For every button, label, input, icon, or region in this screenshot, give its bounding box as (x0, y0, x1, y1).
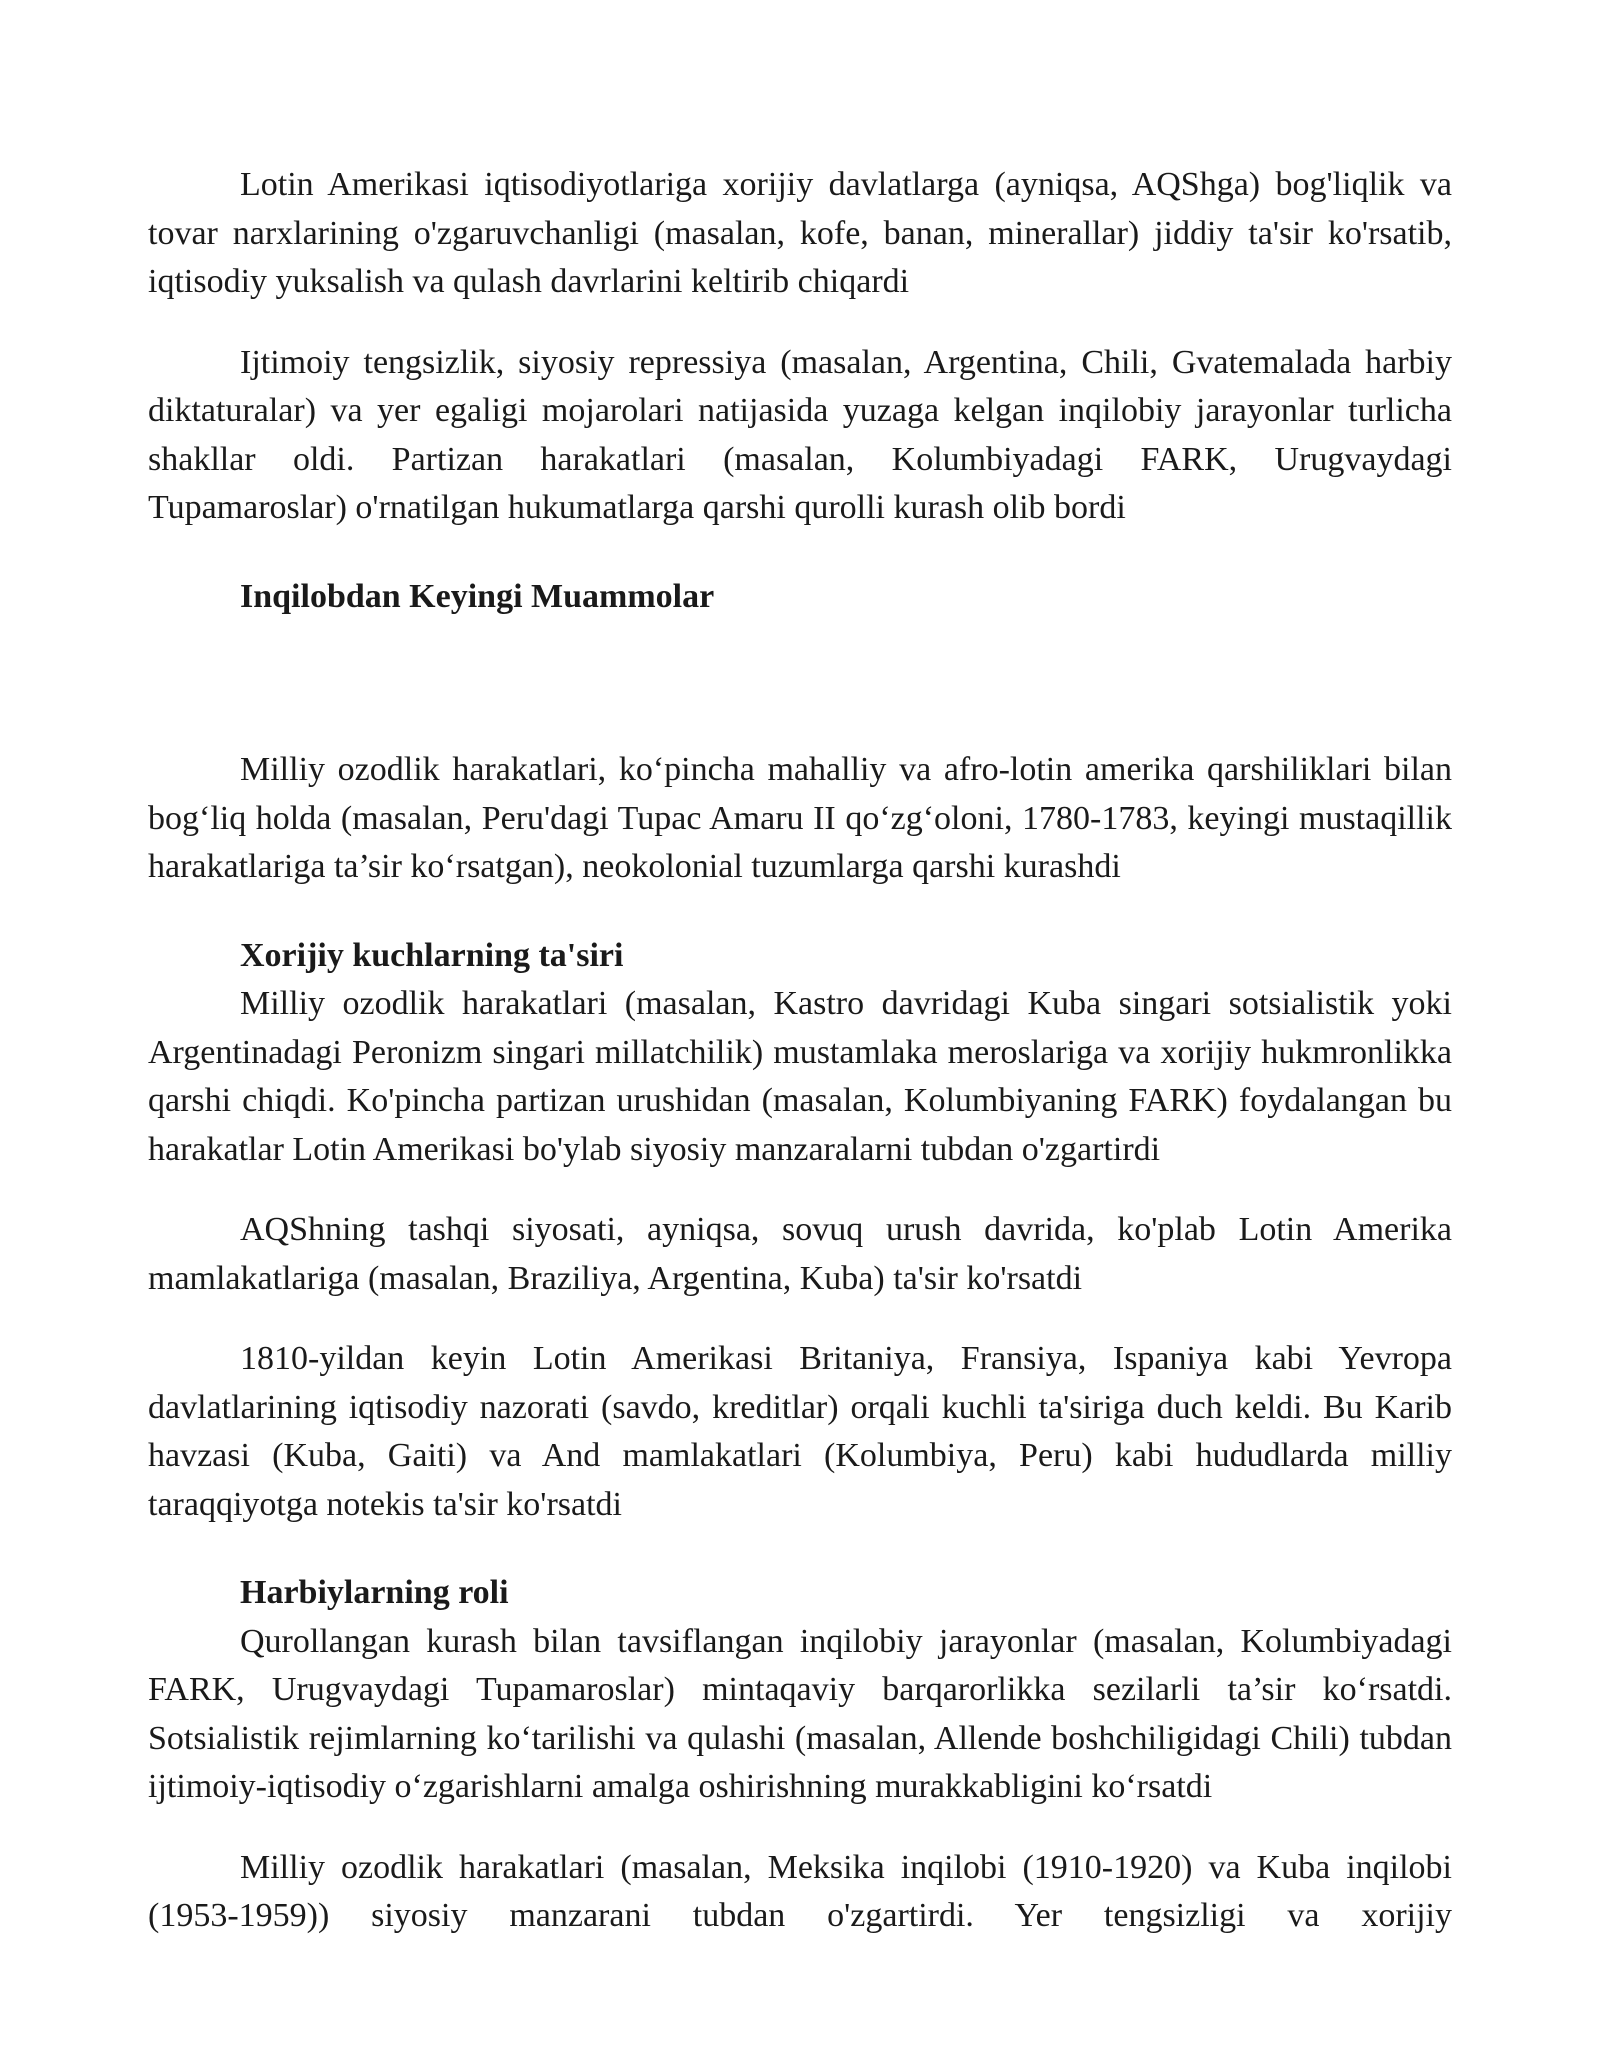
paragraph-us-foreign-policy: AQShning tashqi siyosati, ayniqsa, sovuq urush davrida, ko'plab Lotin Amerika mamlakatlariga (masalan, Braziliya, Argentina, Kuba) ta'sir ko'rsatdi (148, 1211, 1452, 1297)
paragraph-armed-struggle: Qurollangan kurash bilan tavsiflangan inqilobiy jarayonlar (masalan, Kolumbiyadagi FARK, Urugvaydagi Tupamaroslar) mintaqaviy barqarorlikka sezilarli ta’sir ko‘rsatdi. Sotsialistik rejimlarning ko‘tarilishi va qulashi (masalan, Allende boshchiligidagi Chili) tubdan ijtimoiy-iqtisodiy o‘zgarishlarni amalga oshirishning murakkabligini ko‘rsatdi (148, 1622, 1452, 1805)
paragraph-mexican-cuban-revolutions: Milliy ozodlik harakatlari (masalan, Meksika inqilobi (1910-1920) va Kuba inqilobi (1953-1959)) siyosiy manzarani tubdan o'zgartirdi. Yer tengsizligi va xorijiy (148, 1848, 1452, 1934)
heading-military-role: Harbiylarning roli (240, 1574, 509, 1611)
heading-foreign-influence: Xorijiy kuchlarning ta'siri (240, 936, 624, 974)
paragraph-european-control: 1810-yildan keyin Lotin Amerikasi Britaniya, Fransiya, Ispaniya kabi Yevropa davlatlarining iqtisodiy nazorati (savdo, kreditlar) orqali kuchli ta'siriga duch keldi. Bu Karib havzasi (Kuba, Gaiti) va And mamlakatlari (Kolumbiya, Peru) kabi hududlarda milliy taraqqiyotga notekis ta'sir ko'rsatdi (148, 1340, 1452, 1523)
paragraph-liberation-movements: Milliy ozodlik harakatlari (masalan, Kastro davridagi Kuba singari sotsialistik yoki Argentinadagi Peronizm singari millatchilik) mustamlaka meroslariga va xorijiy hukmronlikka qarshi chiqdi. Ko'pincha partizan urushidan (masalan, Kolumbiyaning FARK) foydalangan bu harakatlar Lotin Amerikasi bo'ylab siyosiy manzaralarni tubdan o'zgartirdi (148, 985, 1452, 1168)
paragraph-economic-dependence: Lotin Amerikasi iqtisodiyotlariga xorijiy davlatlarga (ayniqsa, AQShga) bog'liqlik va tovar narxlarining o'zgaruvchanligi (masalan, kofe, banan, minerallar) jiddiy ta'sir ko'rsatib, iqtisodiy yuksalish va qulash davrlarini keltirib chiqardi (148, 166, 1452, 300)
document-body (148, 161, 1452, 1941)
paragraph-national-liberation: Milliy ozodlik harakatlari, ko‘pincha mahalliy va afro-lotin amerika qarshiliklari bilan bog‘liq holda (masalan, Peru'dagi Tupac Amaru II qo‘zg‘oloni, 1780-1783, keyingi mustaqillik harakatlariga ta’sir ko‘rsatgan), neokolonial tuzumlarga qarshi kurashdi (148, 751, 1452, 885)
paragraph-social-inequality: Ijtimoiy tengsizlik, siyosiy repressiya (masalan, Argentina, Chili, Gvatemalada harbiy diktaturalar) va yer egaligi mojarolari natijasida yuzaga kelgan inqilobiy jarayonlar turlicha shakllar oldi. Partizan harakatlari (masalan, Kolumbiyadagi FARK, Urugvaydagi Tupamaroslar) o'rnatilgan hukumatlarga qarshi qurolli kurash olib bordi (148, 343, 1452, 526)
heading-post-revolution-problems: Inqilobdan Keyingi Muammolar (240, 577, 715, 615)
